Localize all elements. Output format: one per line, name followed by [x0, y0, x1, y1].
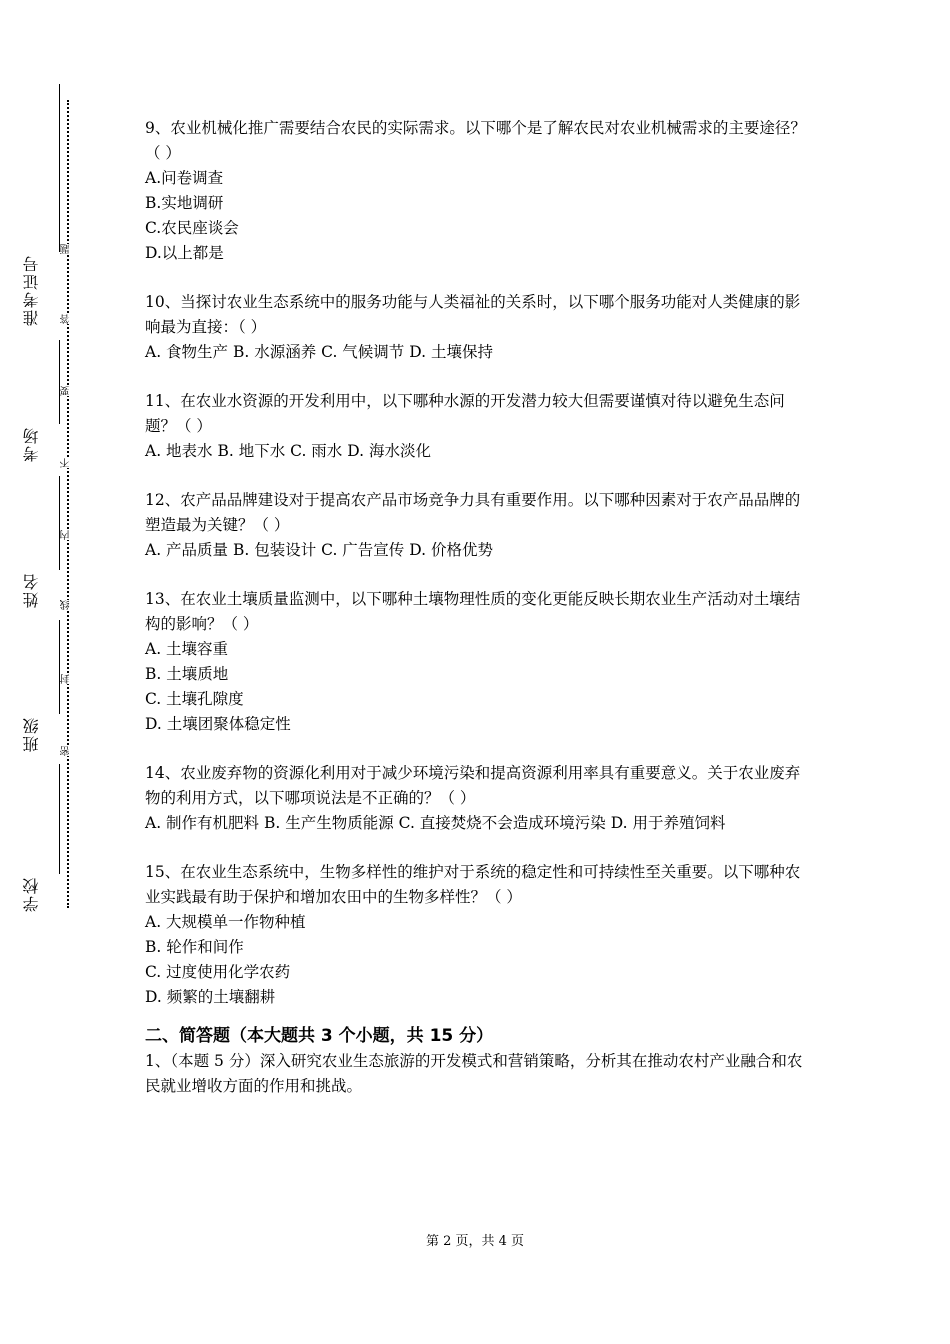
seal-dotted-line: [67, 100, 69, 908]
option: D. 土壤团聚体稳定性: [145, 715, 291, 733]
question-9: [145, 116, 815, 266]
school-field: [22, 764, 42, 924]
question-stem: 11、在农业水资源的开发利用中，以下哪种水源的开发潜力较大但需要谨慎对待以避免生态问题？（ ）: [145, 392, 785, 435]
school-line: [59, 764, 60, 874]
exam-room-label: 考场: [22, 426, 41, 462]
question-11: [145, 389, 815, 464]
option: B.实地调研: [145, 194, 224, 212]
seal-char: 答: [60, 314, 76, 324]
option: C.农民座谈会: [145, 219, 239, 237]
options-line: A. 制作有机肥料 B. 生产生物质能源 C. 直接焚烧不会造成环境污染 D. 用于养殖饲料: [145, 814, 726, 832]
question-14: [145, 761, 815, 836]
seal-char: 线: [60, 600, 76, 610]
class-label: 班级: [22, 716, 41, 752]
question-stem: 14、农业废弃物的资源化利用对于减少环境污染和提高资源利用率具有重要意义。关于农业废弃物的利用方式，以下哪项说法是不正确的？（ ）: [145, 764, 801, 807]
exam-id-field: [22, 84, 42, 334]
question-10: [145, 290, 815, 365]
option: C. 土壤孔隙度: [145, 690, 244, 708]
option: A. 大规模单一作物种植: [145, 913, 306, 931]
name-field: [22, 476, 42, 616]
question-stem: 12、农产品品牌建设对于提高农产品市场竞争力具有重要作用。以下哪种因素对于农产品品牌的塑造最为关键？（ ）: [145, 491, 801, 534]
page-footer: 第 2 页，共 4 页: [425, 1234, 525, 1249]
seal-char: 密: [60, 746, 76, 756]
exam-id-line: [59, 84, 60, 252]
exam-room-field: [22, 340, 42, 470]
option: C. 过度使用化学农药: [145, 963, 291, 981]
binding-margin: [0, 0, 110, 1344]
exam-content: [145, 116, 815, 1099]
question-15: [145, 860, 815, 1010]
name-line: [59, 476, 60, 570]
question-stem: 10、当探讨农业生态系统中的服务功能与人类福祉的关系时，以下哪个服务功能对人类健康的影响最为直接：（ ）: [145, 293, 801, 336]
short-answer-1: [145, 1049, 815, 1099]
option: D. 频繁的土壤翻耕: [145, 988, 276, 1006]
short-answer-text: 1、（本题 5 分）深入研究农业生态旅游的开发模式和营销策略，分析其在推动农村产业融合和农民就业增收方面的作用和挑战。: [145, 1052, 803, 1095]
question-stem: 9、农业机械化推广需要结合农民的实际需求。以下哪个是了解农民对农业机械需求的主要途径？（ ）: [145, 119, 806, 162]
options-line: A. 产品质量 B. 包装设计 C. 广告宣传 D. 价格优势: [145, 541, 493, 559]
seal-char: 要: [60, 386, 76, 396]
question-13: [145, 587, 815, 737]
seal-char: 题: [60, 244, 76, 254]
option: B. 土壤质地: [145, 665, 229, 683]
exam-room-line: [59, 340, 60, 424]
option: A. 土壤容重: [145, 640, 229, 658]
school-label: 学校: [22, 876, 41, 912]
name-label: 姓名: [22, 572, 41, 608]
seal-char: 内: [60, 530, 76, 540]
class-line: [59, 620, 60, 714]
question-12: [145, 488, 815, 563]
seal-char: 封: [60, 674, 76, 684]
exam-id-label: 准考证号: [22, 254, 41, 326]
question-stem: 15、在农业生态系统中，生物多样性的维护对于系统的稳定性和可持续性至关重要。以下哪种农业实践最有助于保护和增加农田中的生物多样性？（ ）: [145, 863, 801, 906]
option: B. 轮作和间作: [145, 938, 244, 956]
option: A.问卷调查: [145, 169, 224, 187]
options-line: A. 地表水 B. 地下水 C. 雨水 D. 海水淡化: [145, 442, 431, 460]
class-field: [22, 620, 42, 760]
question-stem: 13、在农业土壤质量监测中，以下哪种土壤物理性质的变化更能反映长期农业生产活动对土壤结构的影响？（ ）: [145, 590, 801, 633]
options-line: A. 食物生产 B. 水源涵养 C. 气候调节 D. 土壤保持: [145, 343, 493, 361]
section-2-title: 二、简答题（本大题共 3 个小题，共 15 分）: [145, 1026, 494, 1046]
option: D.以上都是: [145, 244, 224, 262]
seal-char: 不: [60, 458, 76, 468]
